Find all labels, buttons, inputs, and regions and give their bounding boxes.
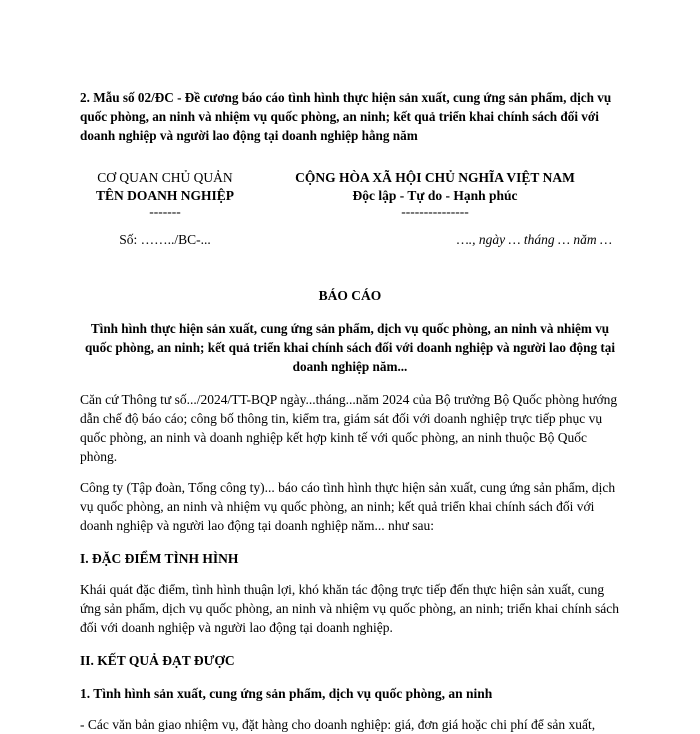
document-page bbox=[80, 88, 620, 734]
right-divider: --------------- bbox=[401, 204, 469, 219]
subsection-heading-1: 1. Tình hình sản xuất, cung ứng sản phẩm, dịch vụ quốc phòng, an ninh bbox=[80, 686, 493, 701]
section-heading-1: I. ĐẶC ĐIỂM TÌNH HÌNH bbox=[80, 551, 239, 566]
template-heading: 2. Mẫu số 02/ĐC - Đề cương báo cáo tình hình thực hiện sản xuất, cung ứng sản phẩm, dịch vụ quốc phòng, an ninh và nhiệm vụ quốc phòng, an ninh; kết quả triển khai chính sách đối với doanh nghiệp và người lao động tại doanh nghiệp hằng năm bbox=[80, 90, 612, 143]
header-right-block bbox=[250, 169, 620, 219]
header-left-block bbox=[80, 169, 250, 219]
agency-name: CƠ QUAN CHỦ QUẢN bbox=[97, 170, 233, 185]
nation-name: CỘNG HÒA XÃ HỘI CHỦ NGHĨA VIỆT NAM bbox=[295, 170, 575, 185]
reference-row bbox=[80, 231, 620, 249]
list-item-tasks: - Các văn bản giao nhiệm vụ, đặt hàng cho doanh nghiệp: giá, đơn giá hoặc chi phí để sản xuất, bbox=[80, 717, 596, 732]
report-title: BÁO CÁO bbox=[318, 288, 382, 303]
document-number: Số: ……../BC-... bbox=[119, 232, 211, 247]
report-subtitle: Tình hình thực hiện sản xuất, cung ứng sản phẩm, dịch vụ quốc phòng, an ninh và nhiệm vụ quốc phòng, an ninh; kết quả triển khai chính sách đối với doanh nghiệp và người lao động tại doanh nghiệp năm... bbox=[84, 321, 616, 374]
national-motto: Độc lập - Tự do - Hạnh phúc bbox=[352, 188, 518, 203]
section1-paragraph: Khái quát đặc điểm, tình hình thuận lợi, khó khăn tác động trực tiếp đến thực hiện sản xuất, cung ứng sản phẩm, dịch vụ quốc phòng, an ninh và nhiệm vụ quốc phòng, an ninh; triển khai chính sách đối với doanh nghiệp và người lao động tại doanh nghiệp. bbox=[80, 582, 619, 635]
document-header bbox=[80, 169, 620, 219]
document-date: …., ngày … tháng … năm … bbox=[456, 232, 612, 247]
intro-paragraph: Công ty (Tập đoàn, Tổng công ty)... báo cáo tình hình thực hiện sản xuất, cung ứng sản phẩm, dịch vụ quốc phòng, an ninh và nhiệm vụ quốc phòng, an ninh; kết quả triển khai chính sách đối với doanh nghiệp và người lao động tại doanh nghiệp năm... như sau: bbox=[80, 480, 616, 533]
section-heading-2: II. KẾT QUẢ ĐẠT ĐƯỢC bbox=[80, 653, 235, 668]
company-name: TÊN DOANH NGHIỆP bbox=[95, 188, 234, 203]
basis-paragraph: Căn cứ Thông tư số.../2024/TT-BQP ngày...tháng...năm 2024 của Bộ trưởng Bộ Quốc phòng hướng dẫn chế độ báo cáo; công bố thông tin, kiểm tra, giám sát đối với doanh nghiệp trực tiếp phục vụ quốc phòng, an ninh và doanh nghiệp kết hợp kinh tế với quốc phòng, an ninh thuộc Bộ Quốc phòng. bbox=[80, 392, 618, 464]
left-divider: ------- bbox=[149, 204, 181, 219]
